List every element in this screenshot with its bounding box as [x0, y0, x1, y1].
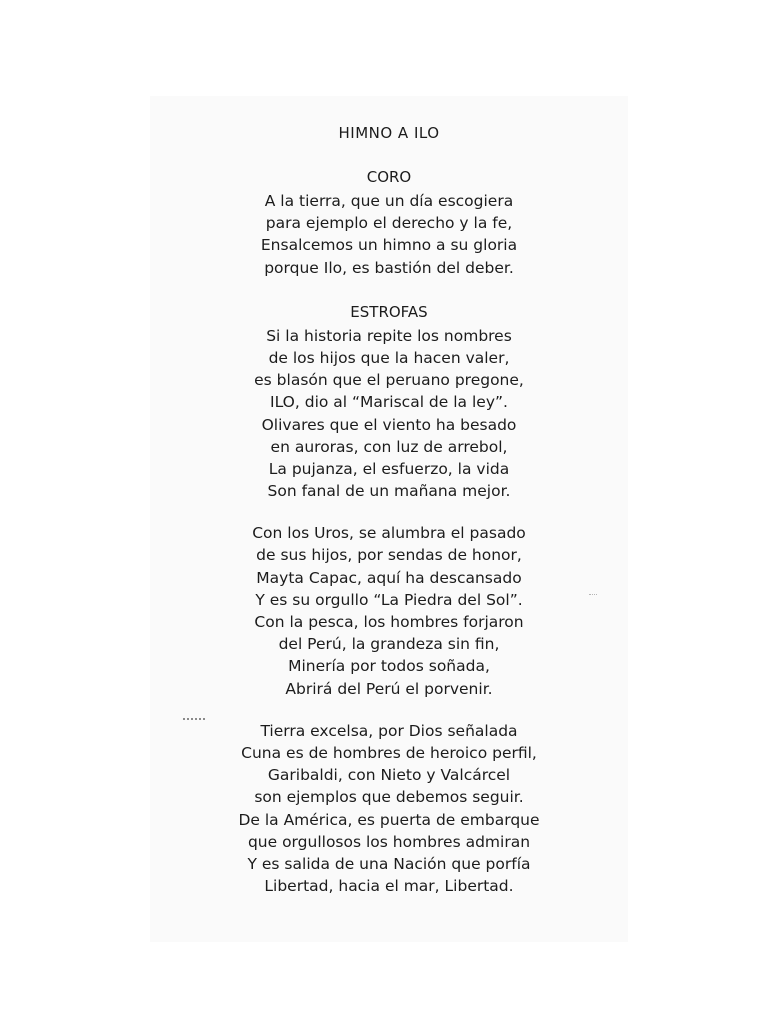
verse-line: Libertad, hacia el mar, Libertad. — [264, 877, 514, 896]
verse-line: porque Ilo, es bastión del deber. — [264, 258, 514, 277]
stanza-3 — [150, 720, 628, 898]
verse-line: Si la historia repite los nombres — [266, 326, 512, 345]
verse-line: De la América, es puerta de embarque — [238, 810, 540, 829]
verses-heading: ESTROFAS — [350, 302, 428, 321]
verse-line: que orgullosos los hombres admiran — [247, 832, 531, 851]
verse-line: ILO, dio al “Mariscal de la ley”. — [270, 393, 508, 412]
chorus — [150, 190, 628, 279]
verse-line: Abrirá del Perú el porvenir. — [285, 679, 493, 698]
verse-line: A la tierra, que un día escogiera — [264, 192, 514, 210]
verse-line: Mayta Capac, aquí ha descansado — [256, 568, 522, 587]
verse-line: del Perú, la grandeza sin fin, — [278, 635, 500, 654]
verse-line: son ejemplos que debemos seguir. — [254, 788, 524, 807]
verse-line: de los hijos que la hacen valer, — [268, 348, 510, 367]
verse-line: Con los Uros, se alumbra el pasado — [252, 524, 526, 543]
chorus-heading: CORO — [366, 168, 412, 186]
verse-line: La pujanza, el esfuerzo, la vida — [268, 459, 510, 478]
verse-line: Olivares que el viento ha besado — [261, 415, 517, 434]
scan-smudge — [183, 718, 205, 724]
verse-line: de sus hijos, por sendas de honor, — [256, 546, 522, 565]
poem — [150, 118, 628, 897]
stanza-1 — [150, 325, 628, 503]
poem-title: HIMNO A ILO — [338, 124, 440, 142]
verse-line: Tierra excelsa, por Dios señalada — [260, 721, 518, 740]
verse-line: Minería por todos soñada, — [288, 657, 490, 676]
verse-line: Cuna es de hombres de heroico perfil, — [241, 743, 537, 762]
verse-line: Son fanal de un mañana mejor. — [267, 482, 511, 501]
verse-line: Garibaldi, con Nieto y Valcárcel — [267, 766, 511, 785]
scan-smudge — [589, 594, 597, 597]
verse-line: Y es salida de una Nación que porfía — [247, 854, 531, 873]
verse-line: para ejemplo el derecho y la fe, — [265, 214, 513, 233]
verse-line: Y es su orgullo “La Piedra del Sol”. — [255, 590, 523, 609]
verse-line: Ensalcemos un himno a su gloria — [260, 236, 518, 255]
verse-line: es blasón que el peruano pregone, — [254, 371, 524, 390]
verse-line: en auroras, con luz de arrebol, — [270, 437, 508, 456]
verse-line: Con la pesca, los hombres forjaron — [254, 613, 524, 631]
stanza-2 — [150, 522, 628, 700]
